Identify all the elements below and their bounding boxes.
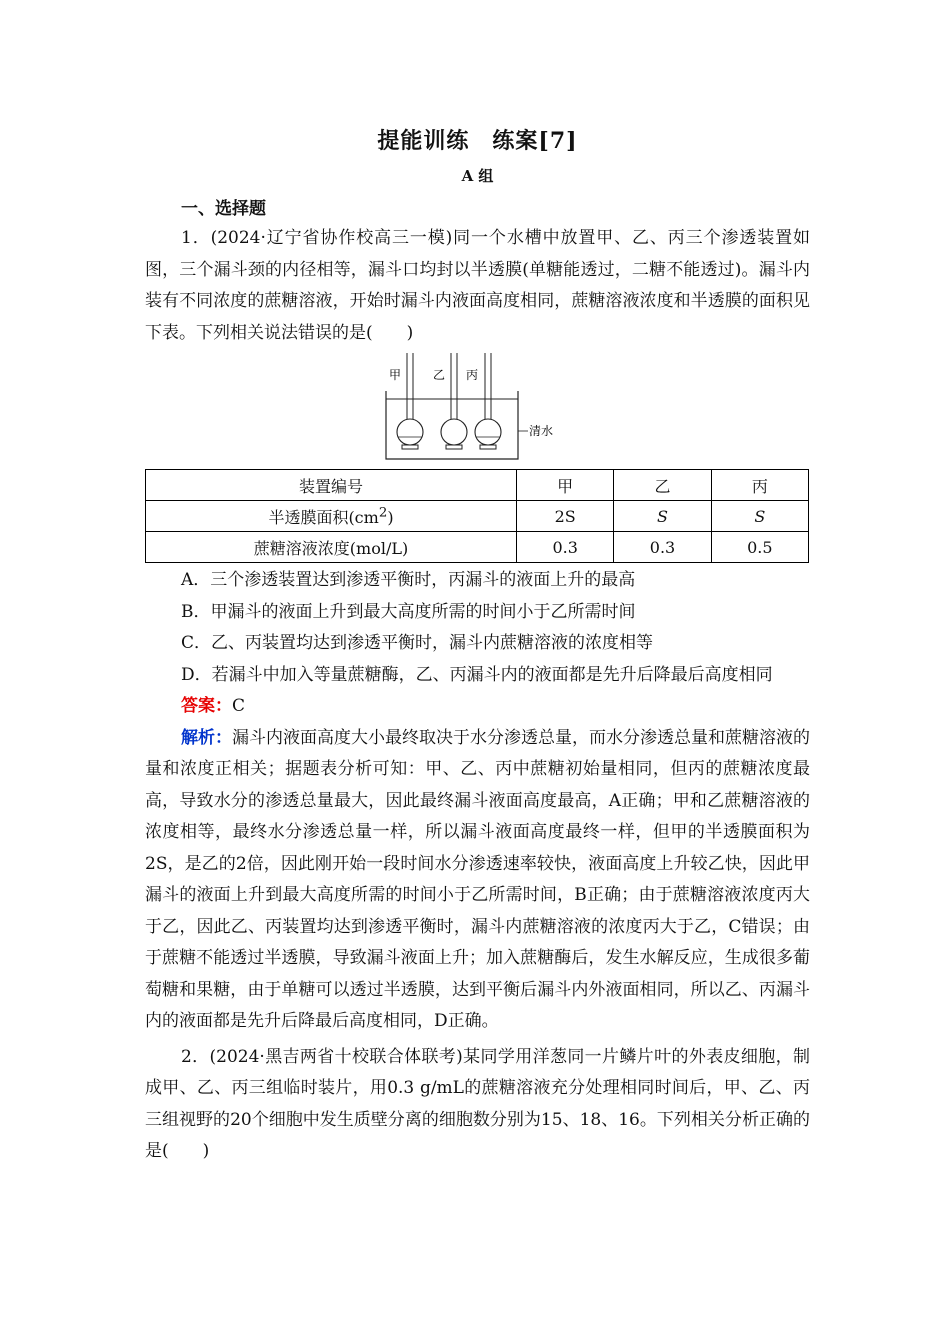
- option-b: B．甲漏斗的液面上升到最大高度所需的时间小于乙所需时间: [181, 601, 636, 622]
- table-header-cell: 甲: [517, 470, 614, 501]
- label-yi: 乙: [432, 368, 445, 382]
- label-jia: 甲: [388, 368, 401, 382]
- answer-label: 答案：: [181, 696, 232, 716]
- label-bing: 丙: [465, 368, 478, 382]
- table-cell: 0.3: [614, 532, 711, 563]
- table-cell-value: S: [754, 506, 766, 526]
- osmosis-apparatus-figure: [145, 353, 810, 465]
- table-row-label: 蔗糖溶液浓度(mol/L): [146, 532, 517, 563]
- table-cell: [614, 501, 711, 532]
- table-header-cell: 乙: [614, 470, 711, 501]
- table-row: [146, 501, 809, 532]
- table-header-cell: 装置编号: [146, 470, 517, 501]
- table-cell: 2S: [517, 501, 614, 532]
- section-heading: 一、选择题: [181, 199, 266, 219]
- document-page: [145, 118, 810, 1168]
- data-table: [145, 469, 809, 563]
- table-row-label: [146, 501, 517, 532]
- unit-exponent: 2: [378, 505, 388, 521]
- membrane-area-label: 半透膜面积(cm: [268, 507, 379, 527]
- table-cell-value: S: [657, 506, 668, 526]
- answer-line: [145, 691, 810, 723]
- analysis-paragraph: [145, 723, 810, 1038]
- group-label: A 组: [461, 167, 494, 185]
- osmosis-apparatus-diagram: [378, 353, 578, 465]
- table-cell: 0.5: [711, 532, 808, 563]
- table-row: [146, 532, 809, 563]
- question-1-stem: 1．(2024·辽宁省协作校高三一模)同一个水槽中放置甲、乙、丙三个渗透装置如图，三个漏斗颈的内径相等，漏斗口均封以半透膜(单糖能透过，二糖不能透过)。漏斗内装有不同浓度的蔗糖溶液，开始时漏斗内液面高度相同，蔗糖溶液浓度和半透膜的面积见下表。下列相关说法错误的是( ): [145, 228, 810, 343]
- table-cell: 0.3: [517, 532, 614, 563]
- option-d: D．若漏斗中加入等量蔗糖酶，乙、丙漏斗内的液面都是先升后降最后高度相同: [181, 664, 773, 685]
- page-title: 提能训练 练案[7]: [377, 128, 578, 154]
- option-a: A．三个渗透装置达到渗透平衡时，丙漏斗的液面上升的最高: [181, 570, 636, 590]
- table-header-row: [146, 470, 809, 501]
- table-header-cell: 丙: [711, 470, 808, 501]
- label-water: 清水: [528, 424, 553, 438]
- analysis-text: 漏斗内液面高度大小最终取决于水分渗透总量，而水分渗透总量和蔗糖溶液的量和浓度正相关；据题表分析可知：甲、乙、丙中蔗糖初始量相同，但丙的蔗糖浓度最高，导致水分的渗透总量最大，因此最终漏斗液面高度最高，A正确；甲和乙蔗糖溶液的浓度相等，最终水分渗透总量一样，所以漏斗液面高度最终一样，但甲的半透膜面积为2S，是乙的2倍，因此刚开始一段时间水分渗透速率较快，液面高度上升较乙快，因此甲漏斗的液面上升到最大高度所需的时间小于乙所需时间，B正确；由于蔗糖溶液浓度丙大于乙，因此乙、丙装置均达到渗透平衡时，漏斗内蔗糖溶液的浓度丙大于乙，C错误；由于蔗糖不能透过半透膜，导致漏斗液面上升；加入蔗糖酶后，发生水解反应，生成很多葡萄糖和果糖，由于单糖可以透过半透膜，达到平衡后漏斗内外液面相同，所以乙、丙漏斗内的液面都是先升后降最后高度相同，D正确。: [145, 727, 810, 1031]
- question-2-stem: 2．(2024·黑吉两省十校联合体联考)某同学用洋葱同一片鳞片叶的外表皮细胞，制成甲、乙、丙三组临时装片，用0.3 g/mL的蔗糖溶液充分处理相同时间后，甲、乙、丙三组视野的20个细胞中发生质壁分离的细胞数分别为15、18、16。下列相关分析正确的是( ): [145, 1046, 810, 1161]
- option-c: C．乙、丙装置均达到渗透平衡时，漏斗内蔗糖溶液的浓度相等: [181, 633, 654, 653]
- analysis-label: 解析：: [181, 727, 232, 748]
- table-cell: [711, 501, 808, 532]
- answer-value: C: [232, 696, 246, 716]
- membrane-area-label-close: ): [387, 507, 394, 527]
